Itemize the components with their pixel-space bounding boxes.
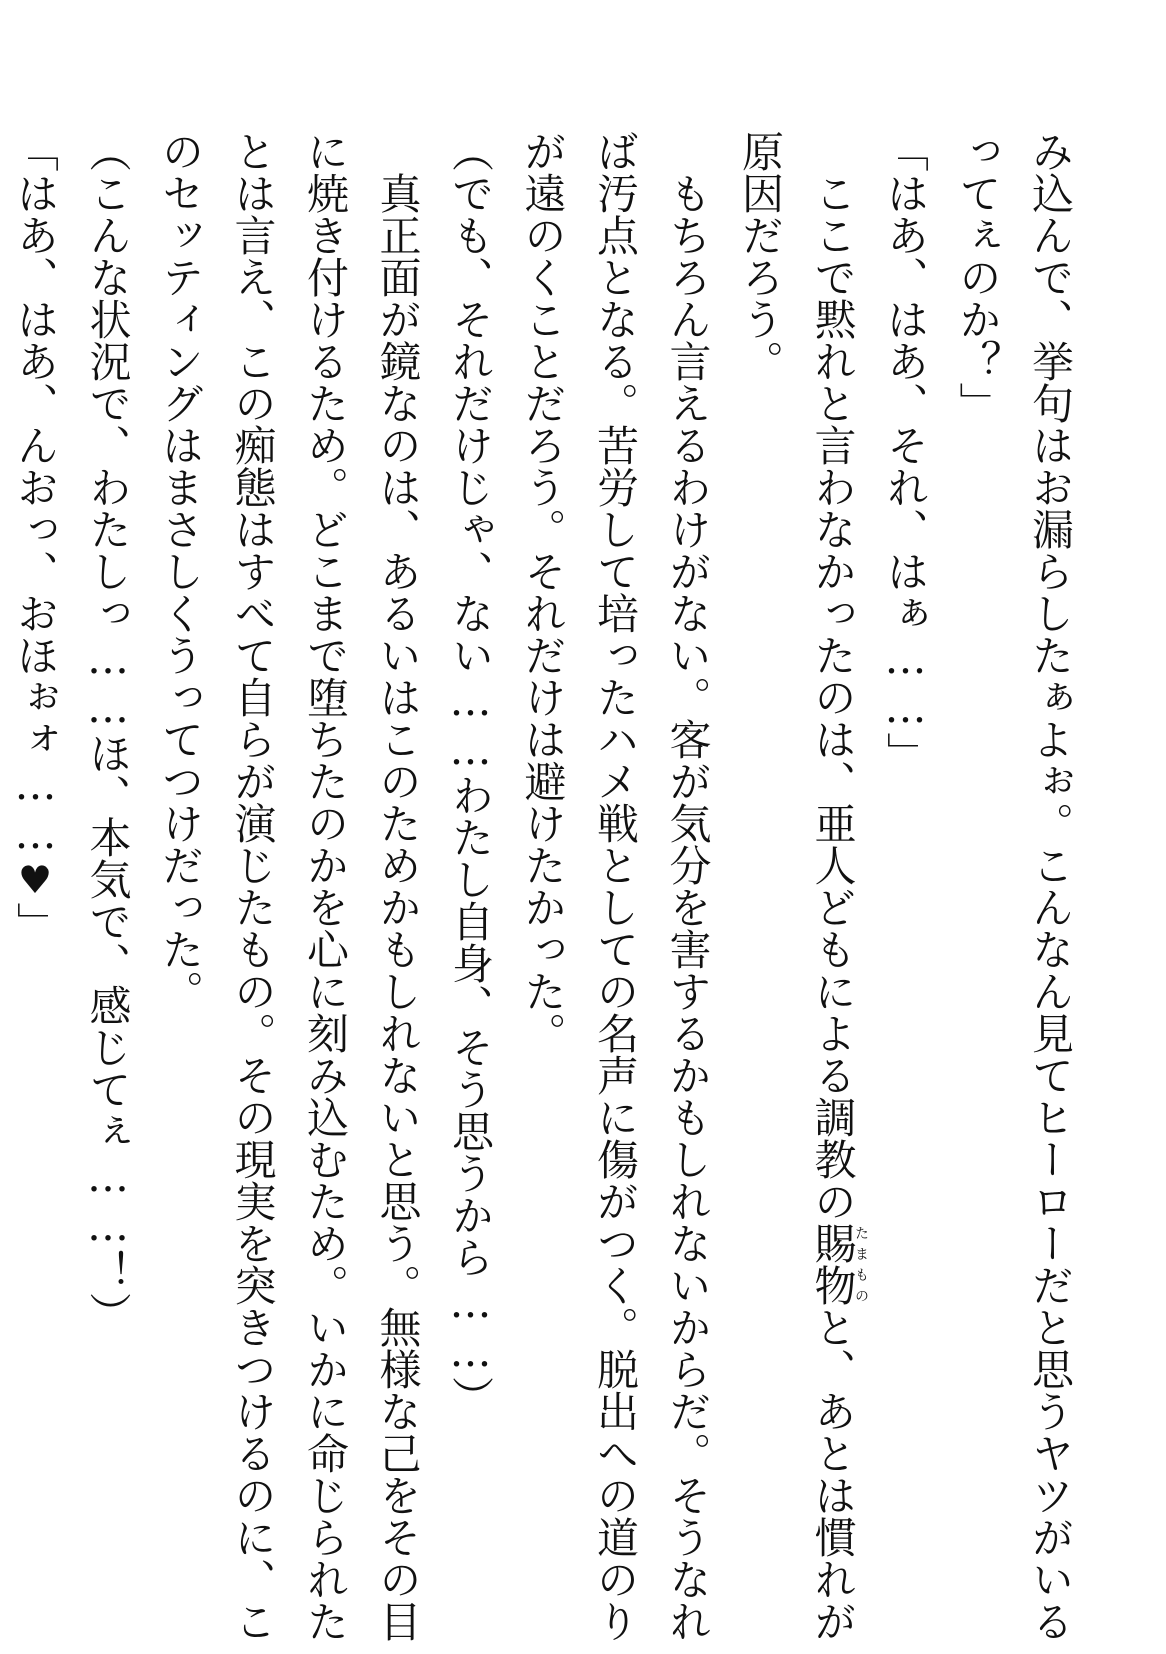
text-line-13: のセッティングはまさしくうってつけだった。 bbox=[156, 130, 205, 1012]
text-line-11: に焼き付けるため。どこまで堕ちたのかを心に刻み込むため。いかに命じられた bbox=[301, 130, 350, 1642]
text-line-5: 原因だろう。 bbox=[736, 130, 785, 382]
text-line-10-content: 真正面が鏡なのは、あるいはこのためかもしれないと思う。無様な己をその目 bbox=[373, 172, 423, 1642]
text-line-9: （でも、それだけじゃ、ない……わたし自身、そう思うから……） bbox=[446, 130, 495, 1418]
text-line-10 bbox=[361, 130, 434, 1642]
text-line-6-content: もちろん言えるわけがない。客が気分を害するかもしれないからだ。そうなれ bbox=[663, 172, 713, 1642]
text-line-15 bbox=[0, 130, 71, 1560]
body-text bbox=[0, 130, 1086, 1642]
text-line-12: とは言え、この痴態はすべて自らが演じたもの。その現実を突きつけるのに、こ bbox=[228, 130, 278, 1642]
text-line-4-part-2: と、あとは慣れが bbox=[808, 1306, 858, 1642]
text-line-1: み込んで、挙句はお漏らしたぁよぉ。こんなん見てヒーローだと思うヤツがいる bbox=[1026, 130, 1075, 1642]
text-line-6 bbox=[651, 130, 724, 1642]
text-line-4 bbox=[796, 130, 869, 1642]
closing-bracket: 」 bbox=[11, 902, 60, 944]
text-line-4-part-1: ここで黙れと言わなかったのは、亜人どもによる調教の bbox=[808, 172, 858, 1222]
ruby-base: 賜物 bbox=[808, 1222, 858, 1306]
text-line-8: が遠のくことだろう。それだけは避けたかった。 bbox=[518, 130, 568, 1054]
ruby-reading: たまもの bbox=[853, 1222, 869, 1306]
text-line-15-content: 「はあ、はあ、んおっ、おほぉォ…… bbox=[11, 130, 60, 858]
heart-icon: ♥ bbox=[13, 858, 57, 902]
text-line-7: ば汚点となる。苦労して培ったハメ戦としての名声に傷がつく。脱出への道のり bbox=[591, 130, 640, 1642]
text-line-2: ってぇのか？」 bbox=[953, 130, 1003, 424]
text-line-14: （こんな状況で、わたしっ……ほ、本気で、感じてぇ……！） bbox=[83, 130, 133, 1334]
text-line-3: 「はあ、はあ、それ、はぁ……」 bbox=[881, 130, 930, 774]
ruby-tamamono bbox=[808, 1222, 869, 1306]
